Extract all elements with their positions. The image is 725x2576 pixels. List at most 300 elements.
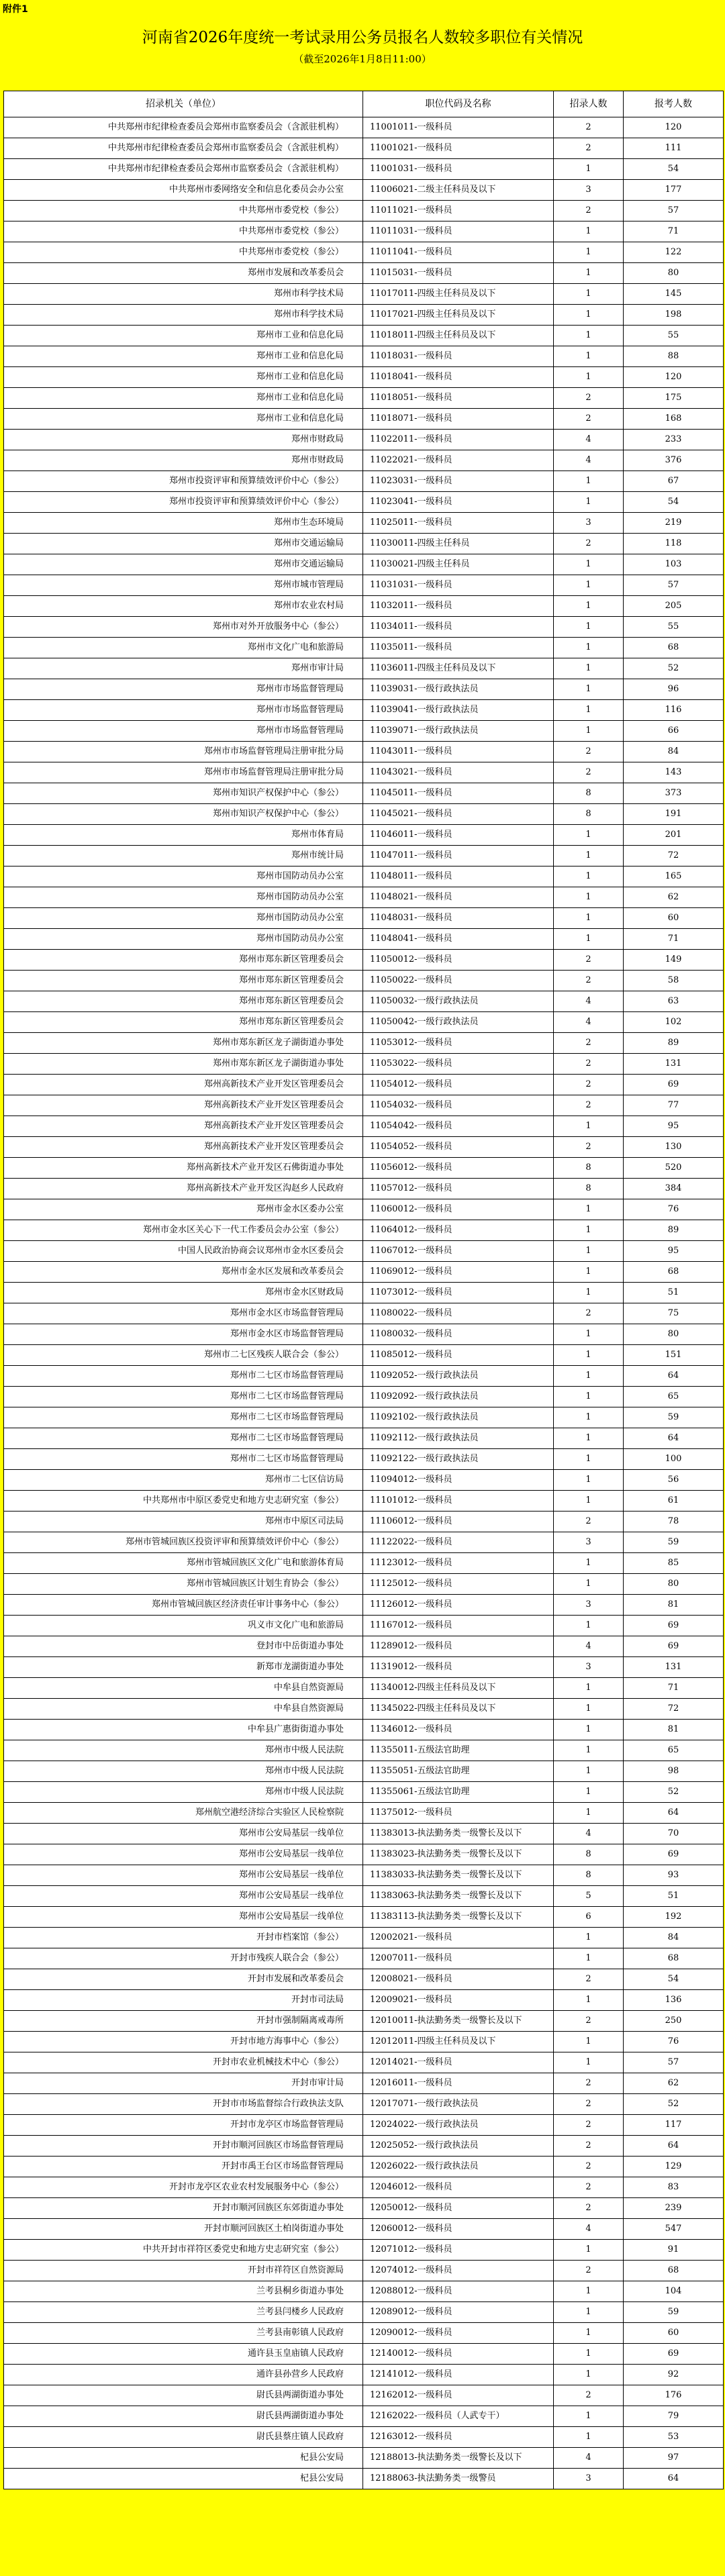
table-row bbox=[4, 1407, 724, 1428]
table-row bbox=[4, 1387, 724, 1407]
org-cell: 中共郑州市委党校（参公） bbox=[4, 242, 363, 263]
table-row bbox=[4, 2073, 724, 2094]
applicants-cell: 75 bbox=[624, 1303, 724, 1324]
table-row bbox=[4, 1907, 724, 1928]
applicants-cell: 63 bbox=[624, 991, 724, 1012]
table-row bbox=[4, 2323, 724, 2344]
hires-cell: 2 bbox=[554, 117, 624, 138]
position-cell: 11039031-一级行政执法员 bbox=[363, 679, 554, 700]
applicants-cell: 92 bbox=[624, 2365, 724, 2385]
applicants-cell: 76 bbox=[624, 1199, 724, 1220]
hires-cell: 2 bbox=[554, 2261, 624, 2281]
column-header-hires: 招录人数 bbox=[554, 91, 624, 117]
table-row bbox=[4, 971, 724, 991]
applicants-cell: 69 bbox=[624, 1636, 724, 1657]
position-cell: 11122022-一级科员 bbox=[363, 1532, 554, 1553]
table-row bbox=[4, 1283, 724, 1303]
table-row bbox=[4, 617, 724, 638]
hires-cell: 8 bbox=[554, 1179, 624, 1199]
hires-cell: 2 bbox=[554, 1512, 624, 1532]
org-cell: 开封市地方海事中心（参公） bbox=[4, 2032, 363, 2052]
applicants-cell: 55 bbox=[624, 326, 724, 346]
applicants-cell: 60 bbox=[624, 2323, 724, 2344]
org-cell: 郑州市知识产权保护中心（参公） bbox=[4, 804, 363, 825]
applicants-cell: 62 bbox=[624, 887, 724, 908]
position-cell: 11030011-四级主任科员 bbox=[363, 534, 554, 554]
position-cell: 11092092-一级行政执法员 bbox=[363, 1387, 554, 1407]
table-row bbox=[4, 2281, 724, 2302]
org-cell: 郑州市二七区残疾人联合会（参公） bbox=[4, 1345, 363, 1366]
applicants-cell: 118 bbox=[624, 534, 724, 554]
table-row bbox=[4, 1366, 724, 1387]
position-cell: 11017011-四级主任科员及以下 bbox=[363, 284, 554, 305]
hires-cell: 1 bbox=[554, 1220, 624, 1241]
hires-cell: 8 bbox=[554, 783, 624, 804]
position-cell: 11056012-一级科员 bbox=[363, 1158, 554, 1179]
org-cell: 中共郑州市中原区委党史和地方史志研究室（参公） bbox=[4, 1491, 363, 1512]
hires-cell: 4 bbox=[554, 430, 624, 450]
org-cell: 通许县孙营乡人民政府 bbox=[4, 2365, 363, 2385]
org-cell: 开封市市场监督综合行政执法支队 bbox=[4, 2094, 363, 2115]
org-cell: 郑州市金水区发展和改革委员会 bbox=[4, 1262, 363, 1283]
org-cell: 兰考县桐乡街道办事处 bbox=[4, 2281, 363, 2302]
applicants-cell: 98 bbox=[624, 1761, 724, 1782]
org-cell: 郑州市对外开放服务中心（参公） bbox=[4, 617, 363, 638]
position-cell: 11383113-执法勤务类一级警长及以下 bbox=[363, 1907, 554, 1928]
position-cell: 11022021-一级科员 bbox=[363, 450, 554, 471]
org-cell: 郑州市管城回族区投资评审和预算绩效评价中心（参公） bbox=[4, 1532, 363, 1553]
hires-cell: 8 bbox=[554, 1844, 624, 1865]
hires-cell: 1 bbox=[554, 2240, 624, 2261]
applicants-cell: 60 bbox=[624, 908, 724, 929]
org-cell: 郑州市工业和信息化局 bbox=[4, 346, 363, 367]
position-cell: 11080032-一级科员 bbox=[363, 1324, 554, 1345]
hires-cell: 1 bbox=[554, 866, 624, 887]
position-cell: 11092122-一级行政执法员 bbox=[363, 1449, 554, 1470]
table-row bbox=[4, 1657, 724, 1678]
applicants-cell: 52 bbox=[624, 1782, 724, 1803]
position-cell: 11045011-一级科员 bbox=[363, 783, 554, 804]
hires-cell: 2 bbox=[554, 1054, 624, 1075]
applicants-cell: 69 bbox=[624, 2344, 724, 2365]
hires-cell: 1 bbox=[554, 2323, 624, 2344]
org-cell: 郑州市文化广电和旅游局 bbox=[4, 638, 363, 658]
hires-cell: 1 bbox=[554, 1387, 624, 1407]
hires-cell: 2 bbox=[554, 1969, 624, 1990]
table-row bbox=[4, 908, 724, 929]
table-row bbox=[4, 1137, 724, 1158]
position-cell: 11067012-一级科员 bbox=[363, 1241, 554, 1262]
position-cell: 11031031-一级科员 bbox=[363, 575, 554, 596]
org-cell: 郑州市郑东新区龙子湖街道办事处 bbox=[4, 1054, 363, 1075]
table-header-row bbox=[4, 91, 724, 117]
position-cell: 11032011-一级科员 bbox=[363, 596, 554, 617]
applicants-cell: 191 bbox=[624, 804, 724, 825]
table-row bbox=[4, 2219, 724, 2240]
position-cell: 11064012-一级科员 bbox=[363, 1220, 554, 1241]
table-row bbox=[4, 2261, 724, 2281]
table-row bbox=[4, 2302, 724, 2323]
hires-cell: 1 bbox=[554, 1470, 624, 1491]
position-cell: 11011041-一级科员 bbox=[363, 242, 554, 263]
table-row bbox=[4, 1532, 724, 1553]
org-cell: 郑州高新技术产业开发区管理委员会 bbox=[4, 1137, 363, 1158]
hires-cell: 1 bbox=[554, 2032, 624, 2052]
applicants-cell: 547 bbox=[624, 2219, 724, 2240]
org-cell: 郑州市金水区财政局 bbox=[4, 1283, 363, 1303]
position-cell: 11355051-五级法官助理 bbox=[363, 1761, 554, 1782]
org-cell: 中共郑州市纪律检查委员会郑州市监察委员会（含派驻机构） bbox=[4, 159, 363, 180]
column-header-applicants: 报考人数 bbox=[624, 91, 724, 117]
position-cell: 11355011-五级法官助理 bbox=[363, 1740, 554, 1761]
applicants-cell: 53 bbox=[624, 2427, 724, 2448]
table-row bbox=[4, 887, 724, 908]
table-row bbox=[4, 1512, 724, 1532]
applicants-cell: 177 bbox=[624, 180, 724, 201]
position-cell: 11355061-五级法官助理 bbox=[363, 1782, 554, 1803]
table-row bbox=[4, 1179, 724, 1199]
position-cell: 11023031-一级科员 bbox=[363, 471, 554, 492]
org-cell: 开封市强制隔离戒毒所 bbox=[4, 2011, 363, 2032]
position-cell: 11126012-一级科员 bbox=[363, 1595, 554, 1616]
org-cell: 中共郑州市委党校（参公） bbox=[4, 221, 363, 242]
position-cell: 12010011-执法勤务类一级警长及以下 bbox=[363, 2011, 554, 2032]
hires-cell: 1 bbox=[554, 1449, 624, 1470]
hires-cell: 1 bbox=[554, 2406, 624, 2427]
position-cell: 11011021-一级科员 bbox=[363, 201, 554, 221]
applicants-cell: 97 bbox=[624, 2448, 724, 2469]
hires-cell: 3 bbox=[554, 2469, 624, 2489]
position-cell: 12163012-一级科员 bbox=[363, 2427, 554, 2448]
applicants-cell: 66 bbox=[624, 721, 724, 742]
applicants-cell: 103 bbox=[624, 554, 724, 575]
applicants-cell: 373 bbox=[624, 783, 724, 804]
table-row bbox=[4, 2011, 724, 2032]
position-cell: 11018051-一级科员 bbox=[363, 388, 554, 409]
applicants-cell: 68 bbox=[624, 2261, 724, 2281]
org-cell: 郑州市中级人民法院 bbox=[4, 1782, 363, 1803]
applicants-cell: 67 bbox=[624, 471, 724, 492]
table-row bbox=[4, 721, 724, 742]
applicants-cell: 176 bbox=[624, 2385, 724, 2406]
hires-cell: 1 bbox=[554, 1574, 624, 1595]
position-cell: 12017071-一级行政执法员 bbox=[363, 2094, 554, 2115]
org-cell: 中牟县自然资源局 bbox=[4, 1699, 363, 1720]
org-cell: 郑州市二七区市场监督管理局 bbox=[4, 1366, 363, 1387]
hires-cell: 8 bbox=[554, 1865, 624, 1886]
org-cell: 中共郑州市纪律检查委员会郑州市监察委员会（含派驻机构） bbox=[4, 117, 363, 138]
applicants-cell: 81 bbox=[624, 1595, 724, 1616]
position-cell: 12090012-一级科员 bbox=[363, 2323, 554, 2344]
position-cell: 11080022-一级科员 bbox=[363, 1303, 554, 1324]
table-row bbox=[4, 1262, 724, 1283]
position-cell: 11054032-一级科员 bbox=[363, 1095, 554, 1116]
position-cell: 12162012-一级科员 bbox=[363, 2385, 554, 2406]
table-row bbox=[4, 1616, 724, 1636]
table-row bbox=[4, 1553, 724, 1574]
applicants-cell: 111 bbox=[624, 138, 724, 159]
hires-cell: 4 bbox=[554, 1012, 624, 1033]
position-cell: 12188063-执法勤务类一级警员 bbox=[363, 2469, 554, 2489]
hires-cell: 2 bbox=[554, 2115, 624, 2136]
position-cell: 11069012-一级科员 bbox=[363, 1262, 554, 1283]
hires-cell: 3 bbox=[554, 1657, 624, 1678]
org-cell: 兰考县南彰镇人民政府 bbox=[4, 2323, 363, 2344]
hires-cell: 1 bbox=[554, 575, 624, 596]
table-row bbox=[4, 2344, 724, 2365]
position-cell: 11043021-一级科员 bbox=[363, 762, 554, 783]
org-cell: 郑州市中级人民法院 bbox=[4, 1761, 363, 1782]
org-cell: 开封市龙亭区市场监督管理局 bbox=[4, 2115, 363, 2136]
org-cell: 中国人民政治协商会议郑州市金水区委员会 bbox=[4, 1241, 363, 1262]
applicants-cell: 120 bbox=[624, 117, 724, 138]
position-cell: 11047011-一级科员 bbox=[363, 846, 554, 866]
applicants-cell: 520 bbox=[624, 1158, 724, 1179]
applicants-cell: 57 bbox=[624, 2052, 724, 2073]
hires-cell: 4 bbox=[554, 1636, 624, 1657]
org-cell: 郑州市郑东新区管理委员会 bbox=[4, 1012, 363, 1033]
position-cell: 11383023-执法勤务类一级警长及以下 bbox=[363, 1844, 554, 1865]
table-row bbox=[4, 2032, 724, 2052]
org-cell: 郑州市二七区市场监督管理局 bbox=[4, 1407, 363, 1428]
org-cell: 郑州市郑东新区管理委员会 bbox=[4, 971, 363, 991]
hires-cell: 1 bbox=[554, 159, 624, 180]
hires-cell: 1 bbox=[554, 1699, 624, 1720]
table-row bbox=[4, 1865, 724, 1886]
hires-cell: 2 bbox=[554, 201, 624, 221]
applicants-cell: 219 bbox=[624, 513, 724, 534]
org-cell: 郑州市国防动员办公室 bbox=[4, 887, 363, 908]
org-cell: 郑州市公安局基层一线单位 bbox=[4, 1824, 363, 1844]
position-cell: 12140012-一级科员 bbox=[363, 2344, 554, 2365]
org-cell: 郑州市投资评审和预算绩效评价中心（参公） bbox=[4, 471, 363, 492]
table-row bbox=[4, 638, 724, 658]
table-row bbox=[4, 700, 724, 721]
position-cell: 11319012-一级科员 bbox=[363, 1657, 554, 1678]
org-cell: 开封市顺河回族区土柏岗街道办事处 bbox=[4, 2219, 363, 2240]
table-row bbox=[4, 596, 724, 617]
org-cell: 郑州市二七区市场监督管理局 bbox=[4, 1449, 363, 1470]
hires-cell: 5 bbox=[554, 1886, 624, 1907]
hires-cell: 2 bbox=[554, 2094, 624, 2115]
position-cell: 11053022-一级科员 bbox=[363, 1054, 554, 1075]
org-cell: 郑州市国防动员办公室 bbox=[4, 908, 363, 929]
position-cell: 12046012-一级科员 bbox=[363, 2177, 554, 2198]
position-cell: 11050012-一级科员 bbox=[363, 950, 554, 971]
position-cell: 12026022-一级行政执法员 bbox=[363, 2157, 554, 2177]
org-cell: 郑州市体育局 bbox=[4, 825, 363, 846]
position-cell: 12009021-一级科员 bbox=[363, 1990, 554, 2011]
applicants-cell: 93 bbox=[624, 1865, 724, 1886]
org-cell: 郑州市科学技术局 bbox=[4, 305, 363, 326]
position-cell: 11015031-一级科员 bbox=[363, 263, 554, 284]
org-cell: 郑州市中原区司法局 bbox=[4, 1512, 363, 1532]
hires-cell: 2 bbox=[554, 409, 624, 430]
applicants-cell: 104 bbox=[624, 2281, 724, 2302]
applicants-cell: 131 bbox=[624, 1657, 724, 1678]
applicants-cell: 57 bbox=[624, 201, 724, 221]
org-cell: 巩义市文化广电和旅游局 bbox=[4, 1616, 363, 1636]
hires-cell: 3 bbox=[554, 1595, 624, 1616]
table-row bbox=[4, 1678, 724, 1699]
org-cell: 杞县公安局 bbox=[4, 2469, 363, 2489]
table-row bbox=[4, 1449, 724, 1470]
hires-cell: 1 bbox=[554, 1720, 624, 1740]
table-row bbox=[4, 2115, 724, 2136]
hires-cell: 1 bbox=[554, 929, 624, 950]
org-cell: 郑州市城市管理局 bbox=[4, 575, 363, 596]
applicants-cell: 83 bbox=[624, 2177, 724, 2198]
hires-cell: 1 bbox=[554, 721, 624, 742]
hires-cell: 1 bbox=[554, 1407, 624, 1428]
applicants-cell: 88 bbox=[624, 346, 724, 367]
hires-cell: 1 bbox=[554, 346, 624, 367]
org-cell: 郑州市市场监督管理局 bbox=[4, 721, 363, 742]
org-cell: 郑州市公安局基层一线单位 bbox=[4, 1907, 363, 1928]
org-cell: 中牟县广惠街街道办事处 bbox=[4, 1720, 363, 1740]
hires-cell: 1 bbox=[554, 679, 624, 700]
position-cell: 11050032-一级行政执法员 bbox=[363, 991, 554, 1012]
table-row bbox=[4, 2177, 724, 2198]
hires-cell: 1 bbox=[554, 908, 624, 929]
applicants-cell: 51 bbox=[624, 1283, 724, 1303]
hires-cell: 1 bbox=[554, 1116, 624, 1137]
applicants-cell: 95 bbox=[624, 1116, 724, 1137]
org-cell: 郑州市公安局基层一线单位 bbox=[4, 1886, 363, 1907]
hires-cell: 3 bbox=[554, 513, 624, 534]
table-row bbox=[4, 1470, 724, 1491]
applicants-cell: 95 bbox=[624, 1241, 724, 1262]
hires-cell: 1 bbox=[554, 1262, 624, 1283]
table-row bbox=[4, 159, 724, 180]
table-row bbox=[4, 658, 724, 679]
org-cell: 郑州市中级人民法院 bbox=[4, 1740, 363, 1761]
table-row bbox=[4, 117, 724, 138]
position-cell: 12012011-四级主任科员及以下 bbox=[363, 2032, 554, 2052]
applicants-cell: 55 bbox=[624, 617, 724, 638]
org-cell: 通许县玉皇庙镇人民政府 bbox=[4, 2344, 363, 2365]
hires-cell: 1 bbox=[554, 1928, 624, 1948]
table-row bbox=[4, 1199, 724, 1220]
org-cell: 郑州市二七区市场监督管理局 bbox=[4, 1428, 363, 1449]
table-row bbox=[4, 2157, 724, 2177]
org-cell: 郑州市工业和信息化局 bbox=[4, 326, 363, 346]
position-cell: 11050022-一级科员 bbox=[363, 971, 554, 991]
org-cell: 郑州市财政局 bbox=[4, 450, 363, 471]
table-row bbox=[4, 1761, 724, 1782]
org-cell: 登封市中岳街道办事处 bbox=[4, 1636, 363, 1657]
applicants-cell: 168 bbox=[624, 409, 724, 430]
applicants-cell: 239 bbox=[624, 2198, 724, 2219]
table-row bbox=[4, 305, 724, 326]
hires-cell: 1 bbox=[554, 326, 624, 346]
position-cell: 11085012-一级科员 bbox=[363, 1345, 554, 1366]
table-row bbox=[4, 1095, 724, 1116]
hires-cell: 1 bbox=[554, 638, 624, 658]
table-row bbox=[4, 367, 724, 388]
table-row bbox=[4, 326, 724, 346]
applicants-cell: 149 bbox=[624, 950, 724, 971]
org-cell: 郑州市市场监督管理局 bbox=[4, 679, 363, 700]
position-cell: 11006021-二级主任科员及以下 bbox=[363, 180, 554, 201]
hires-cell: 4 bbox=[554, 2219, 624, 2240]
hires-cell: 2 bbox=[554, 2198, 624, 2219]
table-row bbox=[4, 2427, 724, 2448]
applicants-cell: 81 bbox=[624, 1720, 724, 1740]
position-cell: 12089012-一级科员 bbox=[363, 2302, 554, 2323]
org-cell: 郑州市郑东新区管理委员会 bbox=[4, 950, 363, 971]
position-cell: 11092102-一级行政执法员 bbox=[363, 1407, 554, 1428]
org-cell: 郑州高新技术产业开发区石佛街道办事处 bbox=[4, 1158, 363, 1179]
table-row bbox=[4, 1428, 724, 1449]
applicants-cell: 117 bbox=[624, 2115, 724, 2136]
applicants-cell: 192 bbox=[624, 1907, 724, 1928]
org-cell: 郑州市郑东新区管理委员会 bbox=[4, 991, 363, 1012]
hires-cell: 1 bbox=[554, 471, 624, 492]
position-cell: 11383063-执法勤务类一级警长及以下 bbox=[363, 1886, 554, 1907]
position-cell: 11048041-一级科员 bbox=[363, 929, 554, 950]
hires-cell: 1 bbox=[554, 1553, 624, 1574]
table-body bbox=[4, 117, 724, 2489]
position-cell: 11054052-一级科员 bbox=[363, 1137, 554, 1158]
org-cell: 郑州高新技术产业开发区管理委员会 bbox=[4, 1075, 363, 1095]
applicants-cell: 96 bbox=[624, 679, 724, 700]
org-cell: 郑州高新技术产业开发区管理委员会 bbox=[4, 1116, 363, 1137]
hires-cell: 2 bbox=[554, 2011, 624, 2032]
org-cell: 开封市顺河回族区市场监督管理局 bbox=[4, 2136, 363, 2157]
org-cell: 郑州市财政局 bbox=[4, 430, 363, 450]
applicants-cell: 129 bbox=[624, 2157, 724, 2177]
applicants-cell: 384 bbox=[624, 1179, 724, 1199]
applicants-cell: 56 bbox=[624, 1470, 724, 1491]
hires-cell: 1 bbox=[554, 284, 624, 305]
applicants-cell: 64 bbox=[624, 1428, 724, 1449]
hires-cell: 4 bbox=[554, 450, 624, 471]
position-cell: 12050012-一级科员 bbox=[363, 2198, 554, 2219]
table-row bbox=[4, 1491, 724, 1512]
org-cell: 郑州市工业和信息化局 bbox=[4, 367, 363, 388]
hires-cell: 2 bbox=[554, 2157, 624, 2177]
org-cell: 郑州市审计局 bbox=[4, 658, 363, 679]
position-cell: 12141012-一级科员 bbox=[363, 2365, 554, 2385]
org-cell: 郑州市知识产权保护中心（参公） bbox=[4, 783, 363, 804]
hires-cell: 1 bbox=[554, 1241, 624, 1262]
position-cell: 11034011-一级科员 bbox=[363, 617, 554, 638]
applicants-cell: 64 bbox=[624, 1366, 724, 1387]
position-cell: 11383033-执法勤务类一级警长及以下 bbox=[363, 1865, 554, 1886]
table-row bbox=[4, 430, 724, 450]
table-row bbox=[4, 846, 724, 866]
hires-cell: 1 bbox=[554, 1366, 624, 1387]
position-cell: 12016011-一级科员 bbox=[363, 2073, 554, 2094]
position-cell: 11048021-一级科员 bbox=[363, 887, 554, 908]
org-cell: 郑州市公安局基层一线单位 bbox=[4, 1865, 363, 1886]
position-cell: 12060012-一级科员 bbox=[363, 2219, 554, 2240]
org-cell: 郑州市金水区市场监督管理局 bbox=[4, 1324, 363, 1345]
applicants-cell: 205 bbox=[624, 596, 724, 617]
annex-label: 附件1 bbox=[3, 4, 28, 15]
applicants-cell: 71 bbox=[624, 221, 724, 242]
applicants-cell: 57 bbox=[624, 575, 724, 596]
applicants-cell: 69 bbox=[624, 1075, 724, 1095]
org-cell: 郑州市工业和信息化局 bbox=[4, 388, 363, 409]
position-cell: 12007011-一级科员 bbox=[363, 1948, 554, 1969]
table-row bbox=[4, 1969, 724, 1990]
applicants-cell: 130 bbox=[624, 1137, 724, 1158]
applicants-cell: 68 bbox=[624, 1262, 724, 1283]
table-row bbox=[4, 1948, 724, 1969]
table-row bbox=[4, 742, 724, 762]
